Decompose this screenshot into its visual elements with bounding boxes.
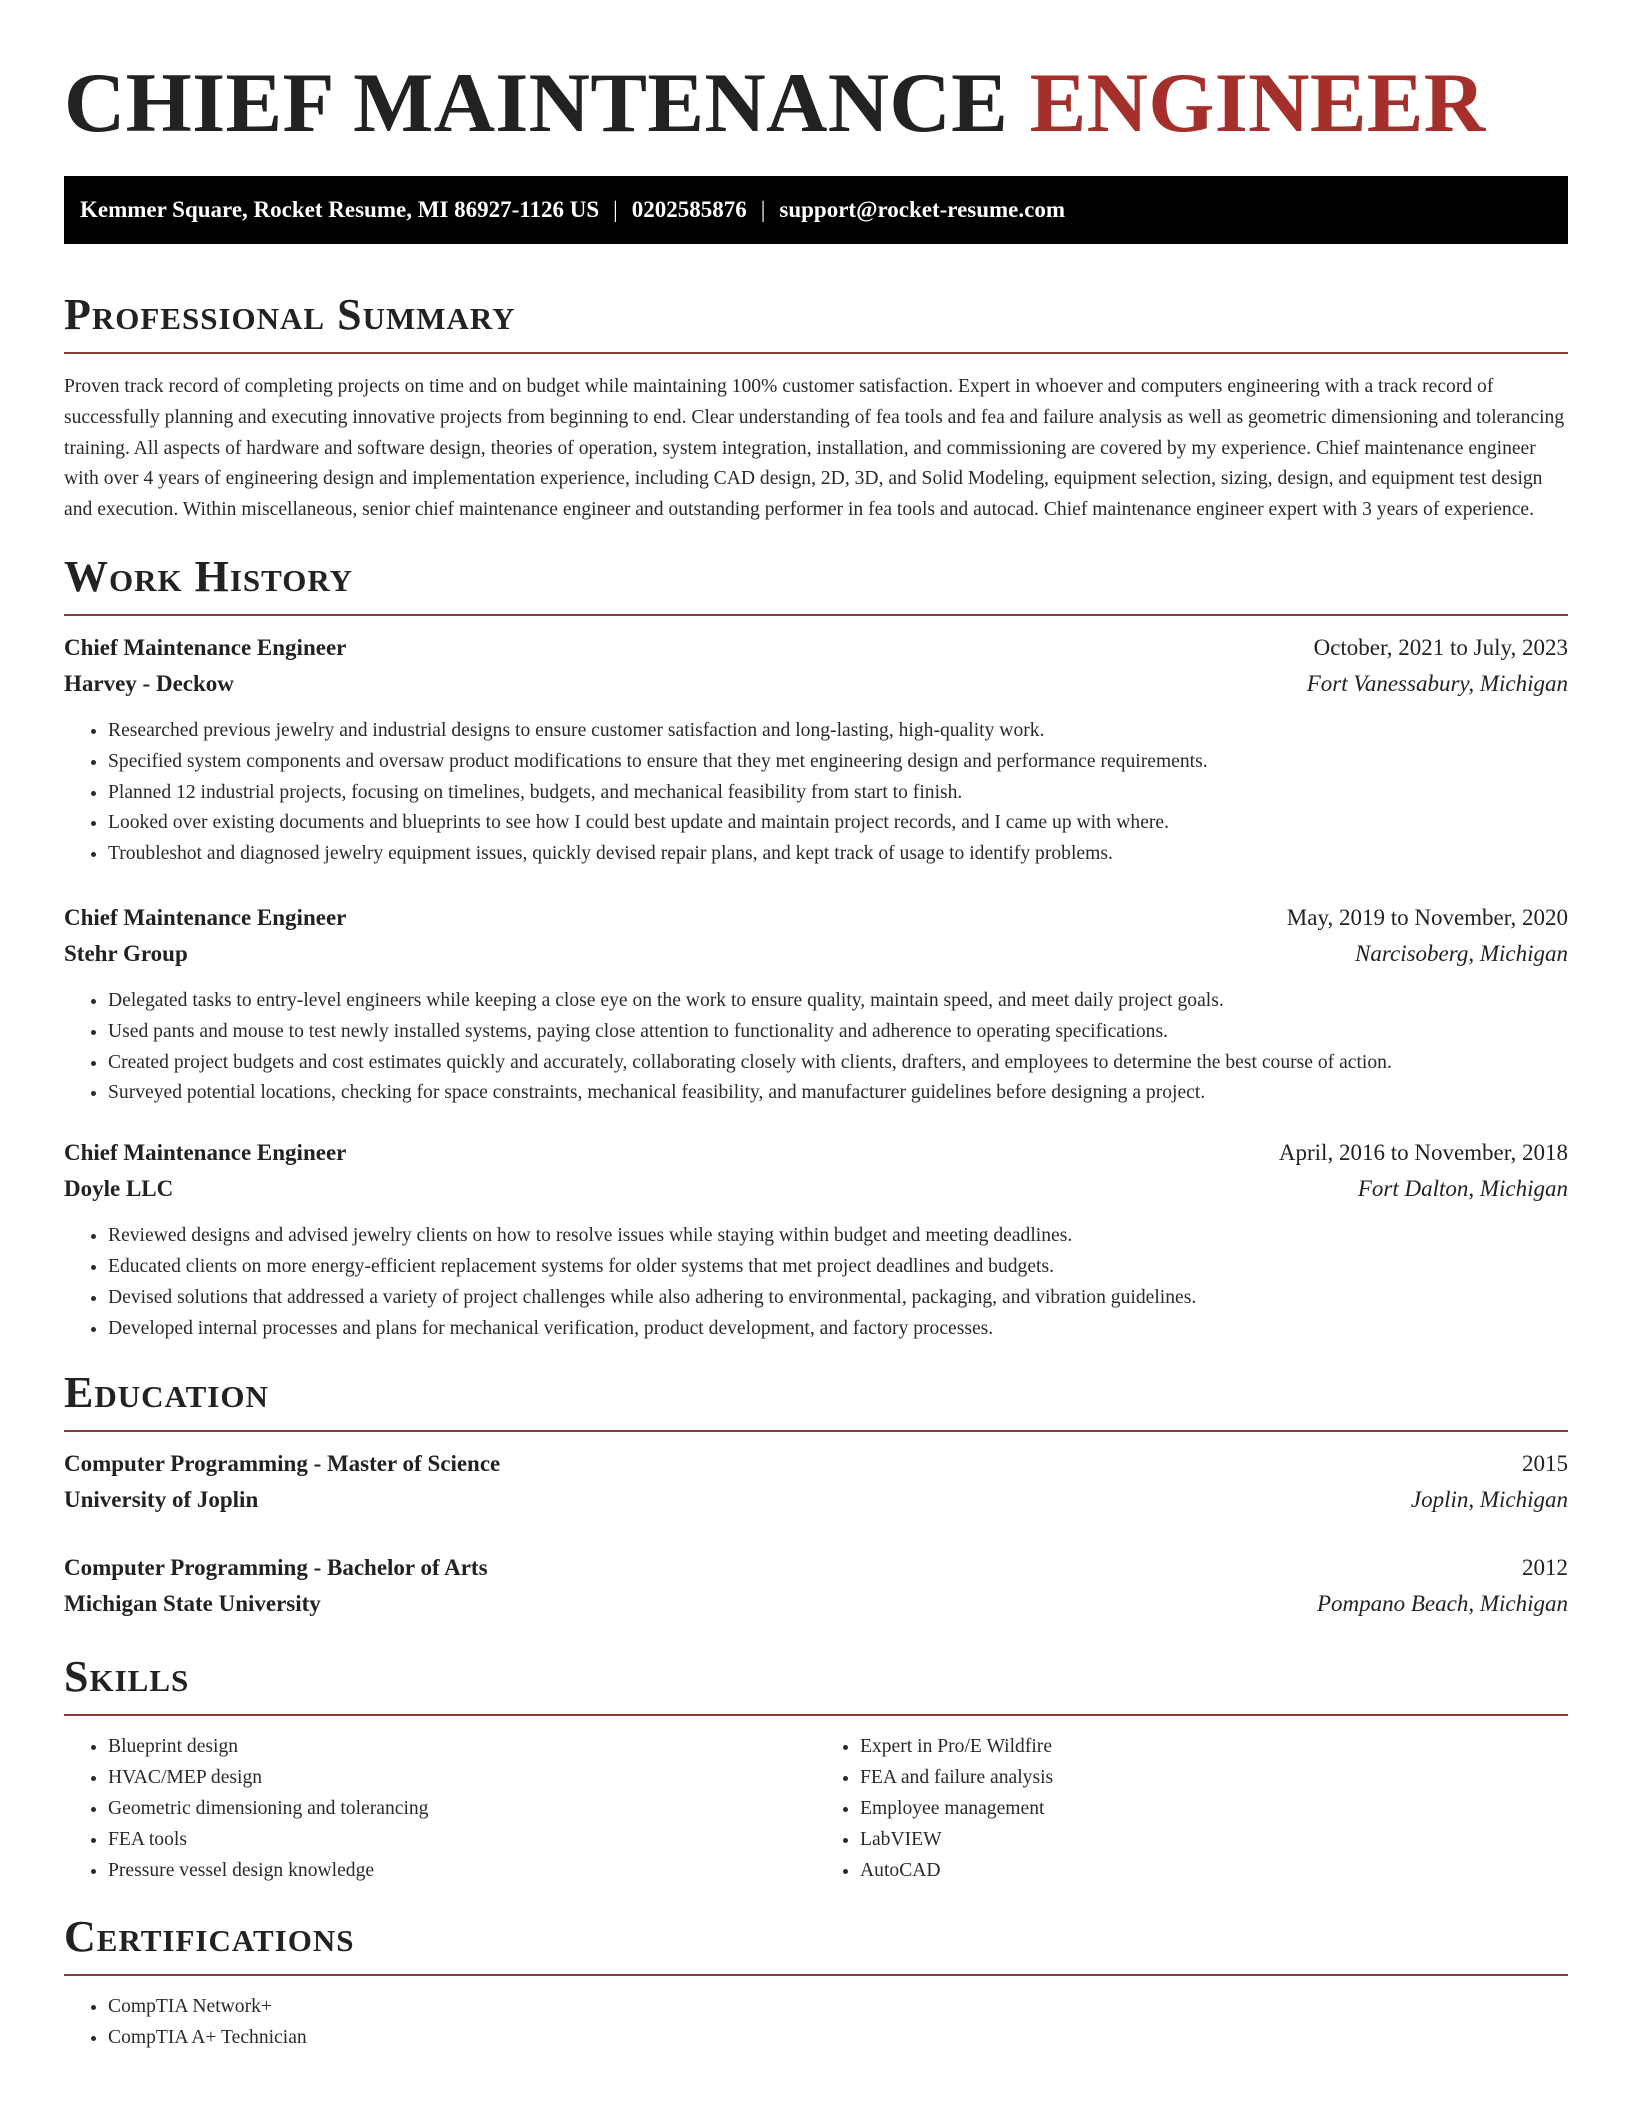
list-item: • Specified system components and oversaw product modifications to ensure that they met engineering design and performance requirements. — [108, 747, 1568, 778]
job-subheader — [64, 666, 1568, 702]
list-item: • Troubleshot and diagnosed jewelry equipment issues, quickly devised repair plans, and kept track of usage to identify problems. — [108, 839, 1568, 870]
skill-item: • AutoCAD — [860, 1856, 1568, 1887]
job-dates: April, 2016 to November, 2018 — [1278, 1140, 1568, 1166]
section-title-summary: Professional Summary — [64, 290, 1568, 354]
job-entry — [64, 630, 1568, 870]
job-location: Fort Dalton, Michigan — [1357, 1176, 1568, 1202]
section-title-skills: Skills — [64, 1652, 1568, 1716]
certification-item: • CompTIA Network+ — [108, 1992, 1568, 2023]
job-dates: October, 2021 to July, 2023 — [1313, 634, 1568, 660]
education-school: University of Joplin — [64, 1487, 259, 1513]
job-bullets — [64, 1221, 1568, 1344]
education-subheader — [64, 1586, 1568, 1622]
skills-list-left — [64, 1732, 816, 1886]
job-company: Doyle LLC — [64, 1176, 174, 1202]
education-entry — [64, 1446, 1568, 1518]
list-item: • Educated clients on more energy-efficient replacement systems for older systems that met project deadlines and budgets. — [108, 1252, 1568, 1283]
contact-address: Kemmer Square, Rocket Resume, MI 86927-1126 US — [80, 197, 600, 222]
list-item: • Researched previous jewelry and industrial designs to ensure customer satisfaction and long-lasting, high-quality work. — [108, 716, 1568, 747]
list-item: • Surveyed potential locations, checking for space constraints, mechanical feasibility, and manufacturer guidelines before designing a project. — [108, 1078, 1568, 1109]
job-company: Stehr Group — [64, 940, 188, 966]
section-title-certifications: Certifications — [64, 1912, 1568, 1976]
education-subheader — [64, 1482, 1568, 1518]
education-year: 2012 — [1522, 1555, 1568, 1581]
skills-list-right — [816, 1732, 1568, 1886]
skill-item: • Geometric dimensioning and tolerancing — [108, 1794, 816, 1825]
education-school: Michigan State University — [64, 1591, 321, 1617]
job-location: Fort Vanessabury, Michigan — [1306, 670, 1568, 696]
education-header — [64, 1446, 1568, 1482]
job-subheader — [64, 1171, 1568, 1207]
job-location: Narcisoberg, Michigan — [1355, 940, 1568, 966]
skill-item: • FEA tools — [108, 1825, 816, 1856]
job-entry — [64, 1135, 1568, 1344]
name-accent: ENGINEER — [1029, 56, 1486, 150]
education-header — [64, 1550, 1568, 1586]
education-degree: Computer Programming - Bachelor of Arts — [64, 1555, 488, 1581]
education-location: Pompano Beach, Michigan — [1316, 1591, 1568, 1617]
certifications-section — [64, 1912, 1568, 2054]
contact-bar — [64, 176, 1568, 244]
education-year: 2015 — [1522, 1451, 1568, 1477]
skill-item: • FEA and failure analysis — [860, 1763, 1568, 1794]
summary-text: Proven track record of completing projects on time and on budget while maintaining 100% customer satisfaction. Expert in whoever and computers engineering with a track record of successfully planning and executing innovative projects from beginning to end. Clear understanding of fea tools and fea and failure analysis as well as geometric dimensioning and tolerancing training. All aspects of hardware and software design, theories of operation, system integration, installation, and commissioning are covered by my experience. Chief maintenance engineer with over 4 years of engineering design and implementation experience, including CAD design, 2D, 3D, and Solid Modeling, equipment selection, sizing, design, and equipment test design and execution. Within miscellaneous, senior chief maintenance engineer and outstanding performer in fea tools and autocad. Chief maintenance engineer expert with 3 years of experience. — [64, 376, 1565, 521]
job-role: Chief Maintenance Engineer — [64, 1140, 347, 1166]
list-item: • Reviewed designs and advised jewelry clients on how to resolve issues while staying within budget and meeting deadlines. — [108, 1221, 1568, 1252]
certifications-list — [64, 1992, 1568, 2054]
summary-section — [64, 290, 1568, 526]
skill-item: • Blueprint design — [108, 1732, 816, 1763]
contact-email[interactable]: support@rocket-resume.com — [779, 197, 1066, 222]
skill-item: • LabVIEW — [860, 1825, 1568, 1856]
contact-phone: 0202585876 — [631, 197, 747, 222]
contact-separator: | — [760, 197, 766, 222]
work-section — [64, 552, 1568, 1344]
job-subheader — [64, 936, 1568, 972]
job-bullets — [64, 986, 1568, 1109]
section-title-work: Work History — [64, 552, 1568, 616]
list-item: • Planned 12 industrial projects, focusing on timelines, budgets, and mechanical feasibility from start to finish. — [108, 778, 1568, 809]
list-item: • Delegated tasks to entry-level engineers while keeping a close eye on the work to ensure quality, maintain speed, and meet daily project goals. — [108, 986, 1568, 1017]
job-dates: May, 2019 to November, 2020 — [1286, 904, 1568, 930]
certification-item: • CompTIA A+ Technician — [108, 2023, 1568, 2054]
skill-item: • HVAC/MEP design — [108, 1763, 816, 1794]
job-bullets — [64, 716, 1568, 870]
education-section — [64, 1368, 1568, 1622]
list-item: • Used pants and mouse to test newly installed systems, paying close attention to functionality and adherence to operating specifications. — [108, 1017, 1568, 1048]
list-item: • Devised solutions that addressed a variety of project challenges while also adhering to environmental, packaging, and vibration guidelines. — [108, 1283, 1568, 1314]
job-role: Chief Maintenance Engineer — [64, 904, 347, 930]
contact-separator: | — [613, 197, 618, 222]
education-location: Joplin, Michigan — [1410, 1487, 1568, 1513]
resume-name — [64, 0, 1568, 172]
job-role: Chief Maintenance Engineer — [64, 634, 347, 660]
skills-grid — [64, 1732, 1568, 1886]
list-item: • Looked over existing documents and blueprints to see how I could best update and maintain project records, and I came up with where. — [108, 808, 1568, 839]
job-entry — [64, 900, 1568, 1109]
job-header — [64, 900, 1568, 936]
skill-item: • Pressure vessel design knowledge — [108, 1856, 816, 1887]
job-company: Harvey - Deckow — [64, 670, 234, 696]
education-entry — [64, 1550, 1568, 1622]
job-header — [64, 630, 1568, 666]
skills-section — [64, 1652, 1568, 1886]
name-main: CHIEF MAINTENANCE — [64, 56, 1009, 150]
skill-item: • Expert in Pro/E Wildfire — [860, 1732, 1568, 1763]
list-item: • Developed internal processes and plans for mechanical verification, product development, and factory processes. — [108, 1314, 1568, 1345]
job-header — [64, 1135, 1568, 1171]
section-title-education: Education — [64, 1368, 1568, 1432]
list-item: • Created project budgets and cost estimates quickly and accurately, collaborating closely with clients, drafters, and employees to determine the best course of action. — [108, 1048, 1568, 1079]
education-degree: Computer Programming - Master of Science — [64, 1451, 501, 1477]
skill-item: • Employee management — [860, 1794, 1568, 1825]
